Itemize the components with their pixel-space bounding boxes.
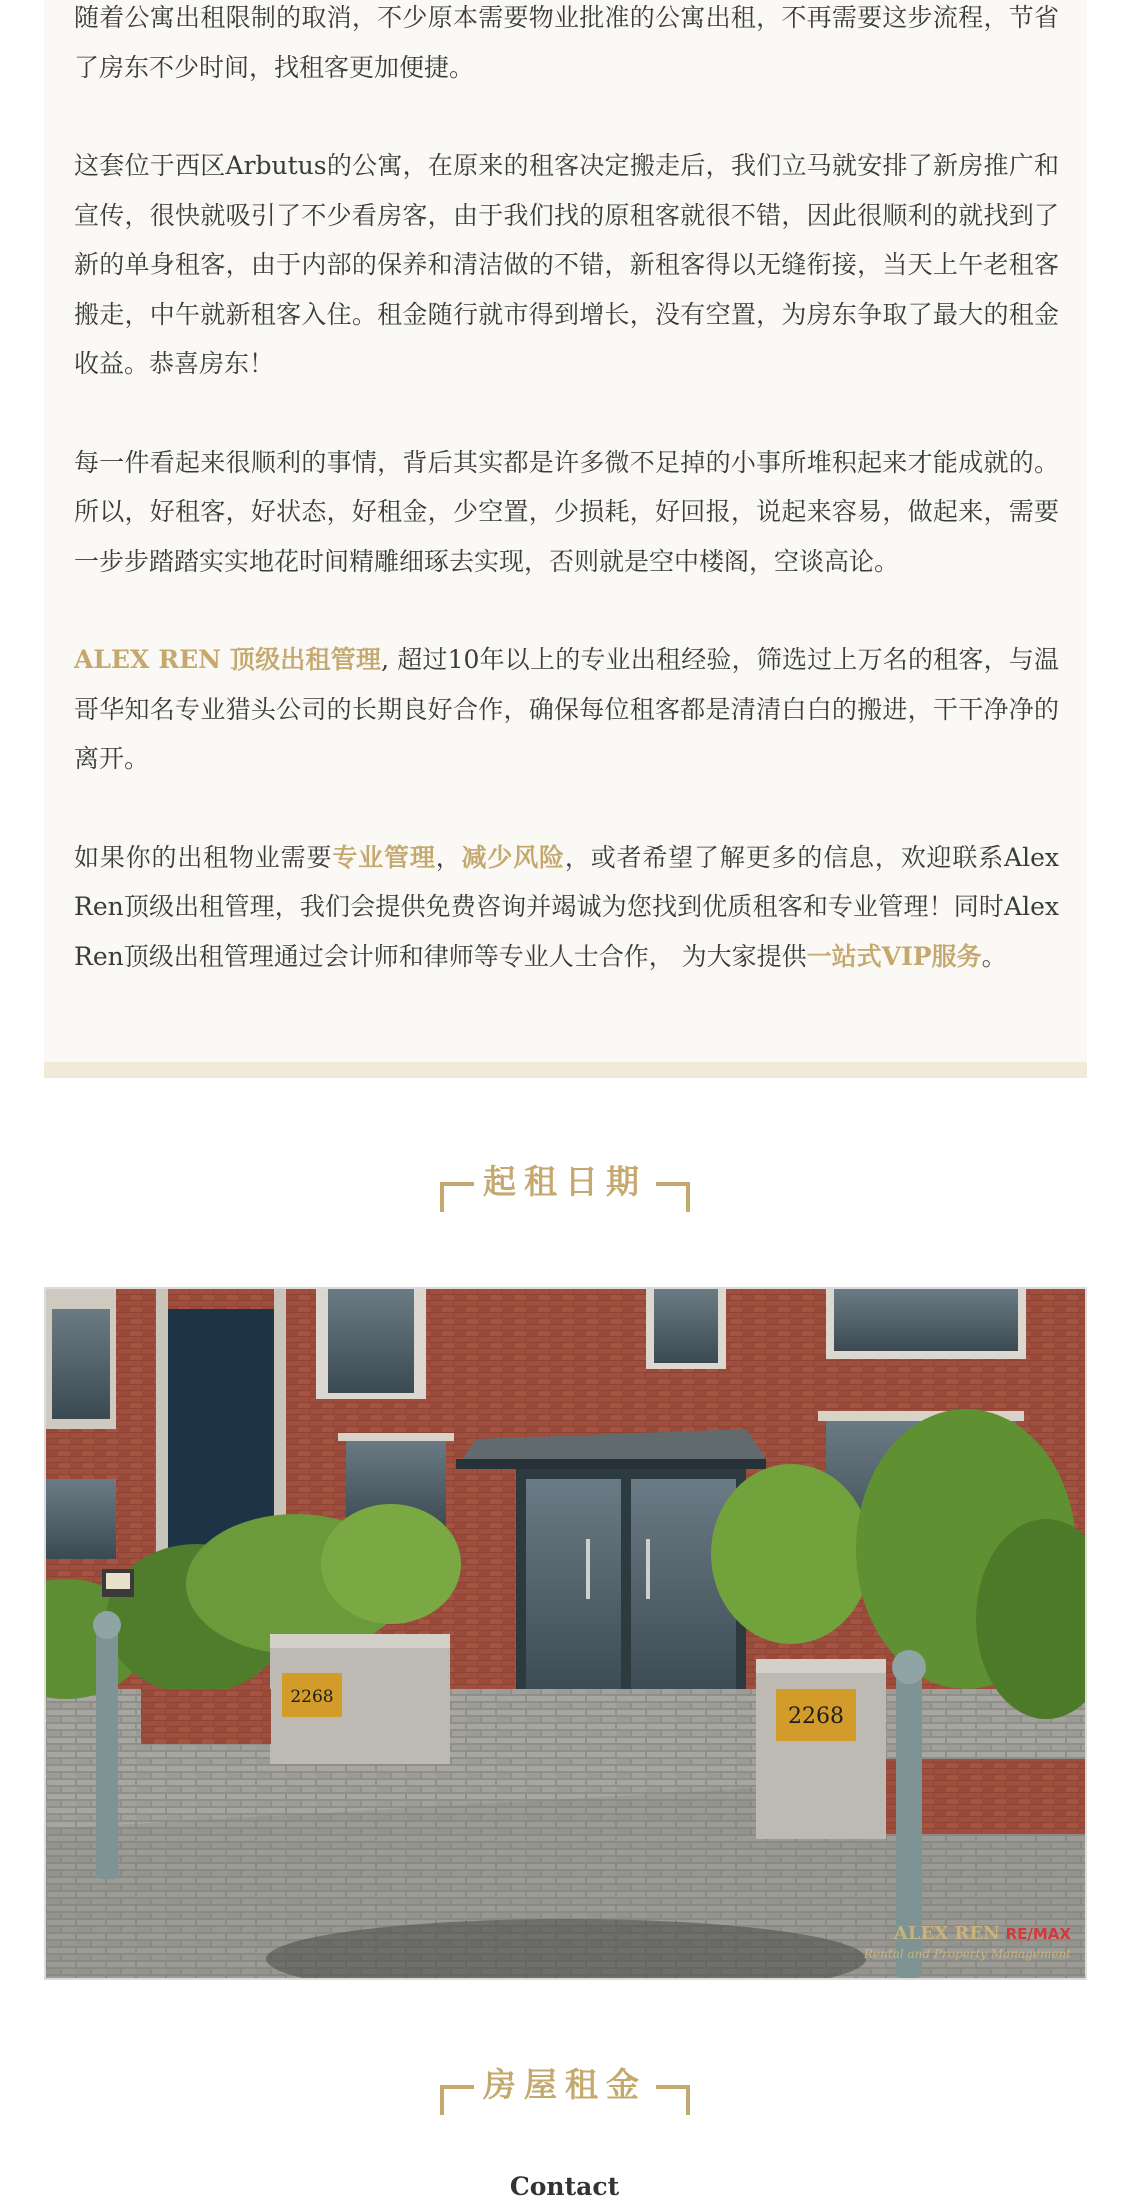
paragraph-1: 随着公寓出租限制的取消，不少原本需要物业批准的公寓出租，不再需要这步流程，节省了房东不少时间，找租客更加便捷。 [74, 3, 1059, 82]
highlight-vip-service: 一站式VIP服务 [806, 941, 982, 971]
photo-watermark [864, 1924, 1071, 1964]
paragraph-5-text-c: ，或者希望了解更多的信息，欢迎联系Alex Ren顶级出租管理，我们会提供免费咨询并竭诚为您找到优质租客和专业管理！同时Alex Ren顶级出租管理通过会计师和律师等专业人士合作， 为大家提供 [74, 842, 1059, 971]
paragraph-5-text-a: 如果你的出租物业需要 [74, 842, 333, 872]
paragraph-5-text-b: ， [435, 842, 462, 872]
section-title: 房屋租金 [483, 2065, 647, 2104]
highlight-reduce-risk: 减少风险 [461, 842, 565, 872]
address-number-right: 2268 [788, 1704, 844, 1729]
address-number-left: 2268 [290, 1687, 334, 1707]
paragraph-3: 每一件看起来很顺利的事情，背后其实都是许多微不足掉的小事所堆积起来才能成就的。所以，好租客，好状态，好租金，少空置，少损耗，好回报，说起来容易，做起来，需要一步步踏踏实实地花时间精雕细琢去实现，否则就是空中楼阁，空谈高论。 [74, 447, 1059, 576]
paragraph-4-text: , 超过10年以上的专业出租经验，筛选过上万名的租客，与温哥华知名专业猎头公司的长期良好合作，确保每位租客都是清清白白的搬进，干干净净的离开。 [74, 645, 1059, 773]
building-entrance-photo [44, 1287, 1087, 1980]
section-title: 起租日期 [483, 1162, 647, 1201]
watermark-brand: ALEX REN [893, 1923, 1000, 1944]
card-bottom-bar [44, 1062, 1087, 1078]
paragraph-5 [74, 833, 1059, 982]
section-heading-start-date [440, 1154, 690, 1222]
paragraph-5-text-d: 。 [981, 941, 1007, 971]
contact-label: Contact [509, 2172, 620, 2201]
remax-logo: RE/MAX [1005, 1925, 1071, 1943]
watermark-tagline: Rental and Property Management [864, 1947, 1071, 1961]
highlight-professional-management: 专业管理 [332, 842, 436, 872]
article-body [74, 0, 1059, 1030]
photo-illustration [46, 1289, 1085, 1978]
paragraph-2: 这套位于西区Arbutus的公寓，在原来的租客决定搬走后，我们立马就安排了新房推广和宣传，很快就吸引了不少看房客，由于我们找的原租客就很不错，因此很顺利的就找到了新的单身租客，由于内部的保养和清洁做的不错，新租客得以无缝衔接，当天上午老租客搬走，中午就新租客入住。租金随行就市得到增长，没有空置，为房东争取了最大的租金收益。恭喜房东！ [74, 151, 1059, 378]
paragraph-4 [74, 635, 1059, 784]
section-heading-rent [440, 2057, 690, 2125]
brand-highlight: ALEX REN 顶级出租管理 [74, 645, 382, 674]
